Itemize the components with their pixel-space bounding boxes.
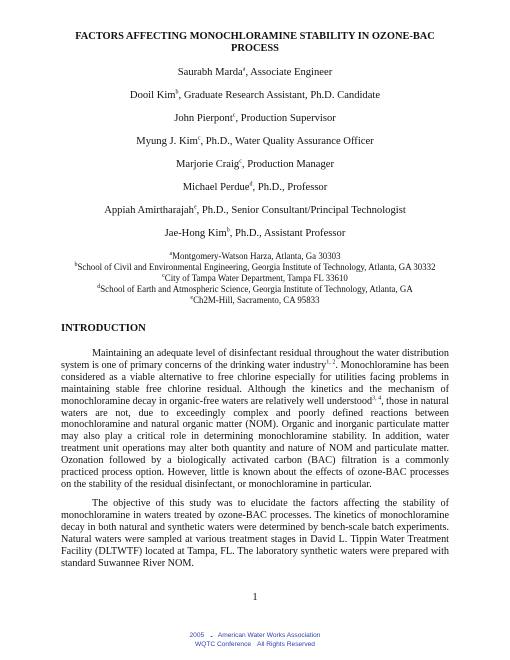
author-name: Marjorie Craig: [175, 159, 240, 170]
author-line: [40, 228, 470, 240]
author-line: [40, 205, 470, 217]
affiliation-line: [40, 295, 470, 306]
affiliation-text: School of Civil and Environmental Engineering, Georgia Institute of Technology, Atlanta, GA 30332: [77, 262, 436, 272]
author-role: , Graduate Research Assistant, Ph.D. Candidate: [178, 90, 381, 101]
footer: [180, 631, 330, 649]
affiliation-mark: d: [97, 284, 101, 291]
affiliation-mark: c: [162, 273, 165, 280]
author-affiliation-mark: a: [242, 66, 246, 73]
author-affiliation-mark: d: [249, 181, 253, 188]
body-paragraph: The objective of this study was to elucidate the factors affecting the stability of monochloramine in waters treated by ozone-BAC processes. The kinetics of monochloramine decay in both natural and synthetic waters were determined by bench-scale batch experiments. Natural waters were sampled at various treatment stages in David L. Tippin Water Treatment Facility (DLTWTF) located at Tampa, FL. The laboratory synthetic waters were prepared with standard Suwannee River NOM.: [61, 498, 449, 569]
author-role: , Ph.D., Professor: [252, 182, 328, 193]
author-name: Saurabh Marda: [177, 67, 243, 78]
footer-year: 2005: [189, 632, 205, 639]
author-line: [40, 113, 470, 125]
affiliation-text: City of Tampa Water Department, Tampa FL 33610: [164, 273, 348, 283]
author-line: [40, 136, 470, 148]
author-name: Michael Perdue: [182, 182, 250, 193]
affiliation-mark: a: [169, 251, 173, 258]
page-number: 1: [252, 592, 258, 603]
author-line: [40, 182, 470, 194]
author-affiliation-mark: e: [193, 204, 197, 211]
affiliation-line: [40, 262, 470, 273]
body-paragraph: [61, 348, 449, 491]
affiliation-mark: e: [190, 295, 194, 302]
section-heading: INTRODUCTION: [61, 323, 146, 334]
author-role: , Ph.D., Water Quality Assurance Officer: [200, 136, 374, 147]
paragraph-text: , those in natural waters are not, due to exceedingly complex and poorly defined reactions between monochloramine and natural organic matter (NOM). Organic and inorganic particulate matter may also play a critical role in determining monochloramine stability. In addition, water treatment unit operations may alter both quantity and nature of NOM and particulate matter. Ozonation followed by a biologically activated carbon (BAC) filtration is a commonly practiced process option. However, little is known about the effects of ozone-BAC processes on the stability of the residual disinfectant, or monochloramine in particular.: [61, 395, 450, 490]
author-name: Appiah Amirtharajah: [104, 205, 194, 216]
affiliation-text: Montgomery-Watson Harza, Atlanta, Ga 30303: [172, 251, 341, 261]
author-name: Jae-Hong Kim: [164, 228, 227, 239]
affiliation-text: Ch2M-Hill, Sacramento, CA 95833: [193, 295, 320, 305]
footer-logo-dots: ..: [210, 632, 212, 639]
author-line: [40, 90, 470, 102]
affiliation-mark: b: [74, 262, 78, 269]
paragraph-text: . Monochloramine has been considered as a viable alternative to free chlorine especially for utilities facing problems in maintaining stable free chlorine residual. Although the kinetics and the mechanism of monochloramine decay in organic-free waters are relatively well understood: [61, 359, 449, 407]
author-affiliation-mark: b: [175, 89, 179, 96]
author-role: , Production Supervisor: [235, 113, 336, 124]
author-name: John Pierpont: [174, 113, 233, 124]
author-role: , Ph.D., Senior Consultant/Principal Technologist: [196, 205, 406, 216]
affiliation-line: [40, 251, 470, 262]
author-name: Myung J. Kim: [136, 136, 198, 147]
affiliation-line: [40, 273, 470, 284]
author-affiliation-mark: c: [197, 135, 201, 142]
author-line: [40, 67, 470, 79]
author-name: Dooil Kim: [129, 90, 176, 101]
author-affiliation-mark: b: [226, 227, 230, 234]
author-affiliation-mark: c: [232, 112, 236, 119]
affiliations: [40, 251, 470, 306]
affiliation-text: School of Earth and Atmospheric Science, Georgia Institute of Technology, Atlanta, GA: [100, 284, 413, 294]
author-affiliation-mark: c: [239, 158, 242, 165]
citation-ref: 1, 2: [326, 359, 336, 366]
footer-rights: All Rights Reserved: [257, 641, 315, 648]
author-role: , Associate Engineer: [245, 67, 333, 78]
author-role: , Ph.D., Assistant Professor: [229, 228, 346, 239]
footer-row: [180, 631, 330, 640]
paragraph-text: Maintaining an adequate level of disinfectant residual throughout the water distribution system is one of primary concerns of the drinking water industry: [61, 348, 449, 371]
footer-org: American Water Works Association: [217, 632, 321, 639]
author-line: [40, 159, 470, 171]
paper-title: FACTORS AFFECTING MONOCHLORAMINE STABILITY IN OZONE-BAC PROCESS: [75, 31, 435, 54]
citation-ref: 3, 4: [372, 395, 382, 402]
footer-conference: WQTC Conference: [195, 641, 252, 648]
affiliation-line: [40, 284, 470, 295]
footer-row: [180, 640, 330, 649]
author-role: , Production Manager: [241, 159, 334, 170]
